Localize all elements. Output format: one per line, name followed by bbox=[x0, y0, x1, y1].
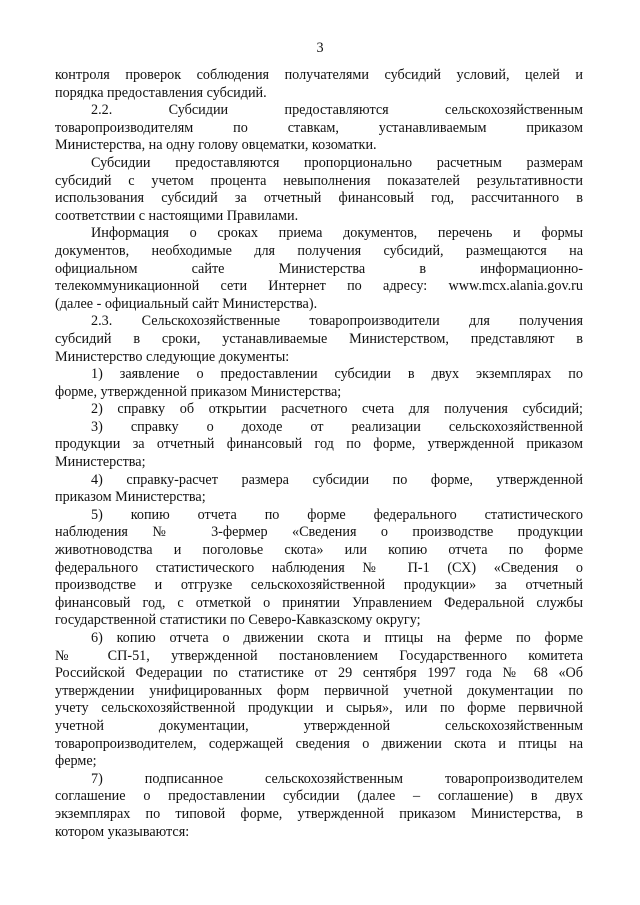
text-line: 6) копию отчета о движении скота и птицы на ферме по форме bbox=[91, 630, 583, 646]
text-line: экземплярах по типовой форме, утвержденной приказом Министерства, в bbox=[55, 805, 583, 822]
text-line: утверждении унифицированных форм первичной учетной документации по bbox=[55, 682, 583, 699]
text-line: телекоммуникационной сети Интернет по адресу: www.mcx.alania.gov.ru bbox=[55, 278, 583, 295]
text-line: соглашение о предоставлении субсидии (далее – соглашение) в двух bbox=[55, 788, 583, 805]
text-line: продукции за отчетный финансовый год по форме, утвержденной приказом bbox=[55, 436, 583, 453]
text-line: 2.2. Субсидии предоставляются сельскохозяйственным bbox=[91, 102, 583, 119]
text-line: контроля проверок соблюдения получателями субсидий условий, целей и bbox=[55, 67, 583, 83]
text-line: товаропроизводителем, содержащей сведения о движении скота и птицы на bbox=[55, 735, 583, 752]
text-line: Российской Федерации по статистике от 29 сентября 1997 года № 68 «Об bbox=[55, 665, 583, 682]
text-line: животноводства и поголовье скота» или копию отчета по форме bbox=[55, 542, 583, 559]
text-line: (далее - официальный сайт Министерства). bbox=[55, 295, 318, 312]
text-line: учетной документации, утвержденной сельскохозяйственным bbox=[55, 717, 583, 734]
text-line: 2) справку об открытии расчетного счета для получения субсидий; bbox=[91, 401, 583, 418]
text-line: учету сельскохозяйственной продукции и сырья», или по форме первичной bbox=[55, 700, 583, 717]
text-line: 3) справку о доходе от реализации сельскохозяйственной bbox=[91, 418, 583, 435]
text-line: 5) копию отчета по форме федерального статистического bbox=[91, 506, 583, 523]
document-body bbox=[55, 67, 583, 841]
text-line: документов, необходимые для получения субсидий, размещаются на bbox=[55, 242, 583, 259]
text-line: официальном сайте Министерства в информационно- bbox=[55, 260, 583, 277]
text-line: товаропроизводителям по ставкам, устанавливаемым приказом bbox=[55, 119, 583, 136]
text-line: форме, утвержденной приказом Министерства; bbox=[55, 383, 342, 400]
text-line: государственной статистики по Северо-Кавказскому округу; bbox=[55, 612, 421, 629]
text-line: порядка предоставления субсидий. bbox=[55, 84, 267, 101]
text-line: федерального статистического наблюдения № П-1 (СХ) «Сведения о bbox=[55, 559, 583, 576]
text-line: производстве и отгрузке сельскохозяйственной продукции» за отчетный bbox=[55, 577, 583, 594]
text-line: финансовый год, с отметкой о принятии Управлением Федеральной службы bbox=[55, 594, 583, 611]
text-line: приказом Министерства; bbox=[55, 489, 206, 506]
text-line: Информация о сроках приема документов, перечень и формы bbox=[91, 225, 583, 242]
text-line: ферме; bbox=[55, 753, 97, 770]
text-line: Субсидии предоставляются пропорционально расчетным размерам bbox=[91, 154, 583, 171]
text-line: 2.3. Сельскохозяйственные товаропроизводители для получения bbox=[91, 313, 583, 330]
text-line: наблюдения № 3-фермер «Сведения о производстве продукции bbox=[55, 524, 583, 541]
text-line: Министерства; bbox=[55, 454, 146, 471]
text-line: Министерства, на одну голову овцематки, козоматки. bbox=[55, 137, 377, 154]
text-line: № СП-51, утвержденной постановлением Государственного комитета bbox=[55, 647, 583, 664]
text-line: 4) справку-расчет размера субсидии по форме, утвержденной bbox=[91, 471, 583, 488]
text-line: котором указываются: bbox=[55, 823, 190, 840]
text-line: субсидий в сроки, устанавливаемые Министерством, представляют в bbox=[55, 330, 583, 347]
page-number: 3 bbox=[316, 40, 324, 56]
text-line: Министерство следующие документы: bbox=[55, 348, 290, 365]
text-line: субсидий с учетом процента невыполнения показателей результативности bbox=[55, 172, 583, 189]
text-line: 7) подписанное сельскохозяйственным товаропроизводителем bbox=[91, 770, 583, 787]
text-line: использования субсидий за отчетный финансовый год, рассчитанного в bbox=[55, 190, 583, 207]
text-line: соответствии с настоящими Правилами. bbox=[55, 207, 299, 224]
text-line: 1) заявление о предоставлении субсидии в двух экземплярах по bbox=[91, 366, 583, 383]
